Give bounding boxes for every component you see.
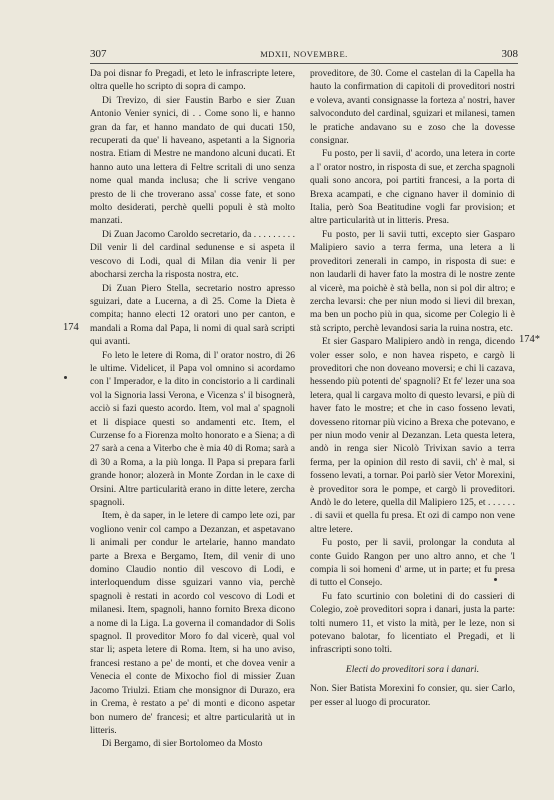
- right-paragraph: Et sier Gasparo Malipiero andò in renga, dicendo voler esser solo, e non havea rispeto, e cargò li proveditori che non doveano moversi; e chi li cazava, hessendo più potenti de' spagnoli? Et fe' lezer una soa letera, qual li cargava molto di questo levarsi, e più di haver fato le mostre; et che in caso fosseno levati, dovesseno ritornar più vicino a Brexa che potevano, e per niun modo venir al Dezanzan. Leta questa letera, andò in renga sier Nicolò Trivixan savio a terra ferma, per la opinion dil resto di savii, ch' è mal, si fosseno levati, a tornar. Poi parlò sier Vetor Morexini, è proveditor sora le pompe, et cargò li proveditori. Andò le do letere, quella dil Malipiero 125, et . . . . . . . di savii et quella fu presa. Et ozi di campo non vene altre letere.: [310, 337, 515, 535]
- right-paragraph: Fu fato scurtinio con boletini di do cassieri di Colegio, zoè proveditori sopra i danari, justa la parte: tolti numero 11, et visto la mità, per le leze, non si potevano balotar, fo licentiato el Pregadi, et li infrascripti sono tolti.: [310, 591, 515, 656]
- right-page-number: 308: [501, 48, 518, 60]
- header-title: MDXII, NOVEMBRE.: [260, 49, 348, 59]
- left-paragraph: Da poi disnar fo Pregadi, et leto le infrascripte letere, oltra quelle ho scripto di sopra di campo.: [90, 69, 295, 93]
- left-paragraph: Di Zuan Piero Stella, secretario nostro apresso sguizari, date a Lucerna, a dì 25. Come la Dieta è compita; hanno electi 12 oratori uno per canton, e mandali a Roma dal Papa, li nomi di qual sarà scripti qui avanti.: [90, 283, 295, 348]
- margin-dot: [64, 376, 67, 379]
- left-column: [90, 68, 295, 752]
- left-paragraph: Di Trevizo, di sier Faustin Barbo e sier Zuan Antonio Venier synici, di . . Come sono li, e hanno gran da far, et hanno mandato de qui ducati 150, recuperati da que' li haveano, aspetanti a la Signoria nostra. Etiam di Mestre ne mandono alcuni ducati. Et hanno auto una lettera di Feltre scritali di uno senza nome qual manda inclusa; che li scrive vengano presto de li che troverano assa' cosse fate, et sono molto desiderati, perchè quelli populi è stà molto manzati.: [90, 95, 295, 227]
- right-column: [310, 68, 515, 710]
- right-paragraph: Fu posto, per li savii, d' acordo, una letera in corte a l' orator nostro, in risposta di sue, et zercha spagnoli quali sono ancora, poi partiti francesi, a la porta di Brexa acampati, e che cignano haver il dominio di Italia, però Soa Beatitudine vogli far provision; et altre particularità ut in litteris. Presa.: [310, 149, 515, 227]
- left-paragraph: Fo leto le letere di Roma, di l' orator nostro, di 26 le ultime. Videlicet, il Papa vol omnino si acordamo con l' Imperador, e la dito in concistorio a li cardinali vol la Signoria lassi Verona, e Vicenza s' il bisognerà, acciò si fazi questo acordo. Item, vol mal a' spagnoli et li dispiace questi so andamenti etc. Item, el Curzense fo a Fiorenza molto honorato e a Siena; a dì 27 sarà a cena a Viterbo che è mia 40 di Roma; sarà a dì 30 a Roma, a la più longa. Il Papa si prepara farli grande honor; alozerà in Monte Zordan in le caxe di Orsini. Altre particularità erano in ditte letere, zercha spagnoli.: [90, 350, 295, 508]
- right-paragraph: Non. Sier Batista Morexini fo consier, qu. sier Carlo, per esser al luogo di procurator.: [310, 684, 515, 708]
- left-margin-number: 174: [63, 322, 79, 333]
- left-paragraph: Di Zuan Jacomo Caroldo secretario, da . . . . . . . . . Dil venir li del cardinal sedunense e si aspeta il vescovo di Lodi, qual di Milan dia venir li per abocharsi zercha la risposta nostra, etc.: [90, 229, 295, 281]
- header-rule: [90, 63, 518, 64]
- right-paragraph: proveditore, de 30. Come el castelan di la Capella ha hauto la confirmation di capitoli di proveditori nostri e voleva, avanti consignasse la forteza a' nostri, haver salvoconduto del cardinal, sguizari et milanesi, tamen le pratiche andavano su e zoso che la dovesse consignar.: [310, 69, 515, 147]
- left-paragraph: Item, è da saper, in le letere di campo lete ozi, par vogliono venir col campo a Dezanzan, et aspetavano li animali per condur le artelarie, hanno mandato parte a Brexa e Bergamo, Item, dil venir di uno domino Claudio nontio dil vescovo di Lodi, e interloquendum disse sguizari vanno via, perchè spagnoli è restati in acordo col vescovo di Lodi et milanesi. Item, spagnoli, hanno fornito Brexa dicono a nome di la Liga. La governa il comandador di Solis spagnol. Il proveditor Moro fo dal vicerè, qual vol star li; aspeta letere di Roma. Item, si ha uno aviso, francesi restano a pe' de monti, et che dovea venir a Venecia el conte de Mixocho fiol di missier Zuan Jacomo Triulzi. Etiam che monsignor di Durazo, era in Crema, è restato a pe' di monti e dicono aspetar bon numero de' francesi; et altre particularità ut in litteris.: [90, 511, 295, 736]
- left-paragraph: Di Bergamo, di sier Bortolomeo da Mosto: [102, 739, 263, 750]
- right-paragraph: Fu posto, per li savii tutti, excepto sier Gasparo Malipiero savio a terra ferma, una letera a li proveditori zenerali in campo, in risposta di sue: e non laudarli di haver fato la mostra di le nostre zente al vicerè, ma poichè è stà bella, non si pol dir altro; e zercha levarsi: che per niun modo si lievi dil brexan, ma ben un pocho più in qua, sicome per Colegio li è stà scripto, perchè levandosi saria la ruina nostra, etc.: [310, 229, 515, 334]
- running-header: [90, 46, 518, 62]
- right-paragraph: Fu posto, per li savii, prolongar la conduta al conte Guido Rangon per uno altro anno, et che 'l compia li soi homeni d' arme, ut in parte; et fu presa di tutto el Consejo.: [310, 538, 515, 589]
- left-page-number: 307: [90, 48, 107, 60]
- right-paragraph: Electi do proveditori sora i danari.: [345, 664, 480, 675]
- right-margin-number: 174*: [519, 334, 540, 345]
